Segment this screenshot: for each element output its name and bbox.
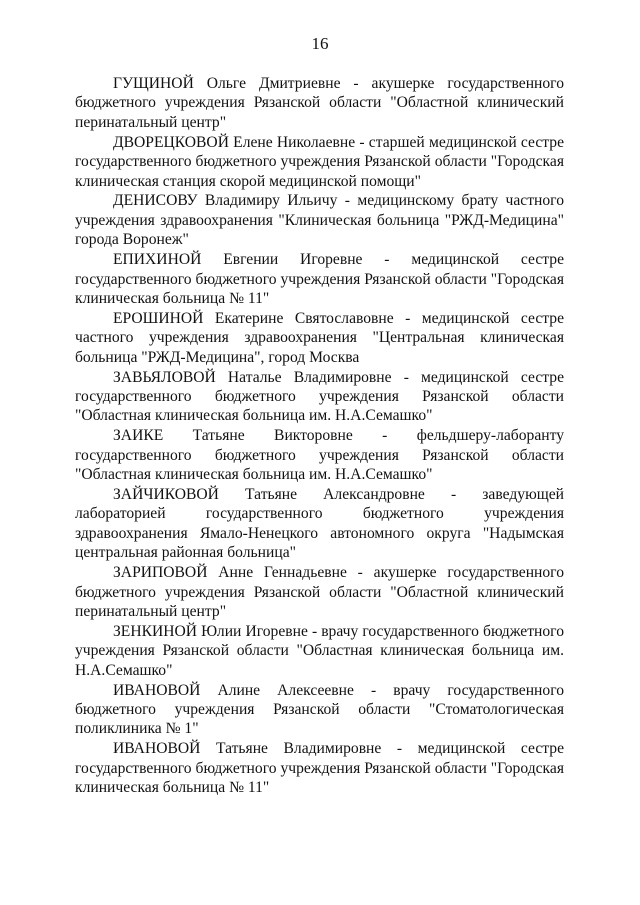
- list-item: ГУЩИНОЙ Ольге Дмитриевне - акушерке государственного бюджетного учреждения Рязанской области "Областной клинический перинатальный центр": [75, 75, 564, 131]
- page-number: 16: [311, 34, 329, 53]
- list-item: ЗАЙЧИКОВОЙ Татьяне Александровне - заведующей лабораторией государственного бюджетного учреждения здравоохранения Ямало-Ненецкого автономного округа "Надымская центральная районная больница": [75, 486, 564, 562]
- list-item: ЕПИХИНОЙ Евгении Игоревне - медицинской сестре государственного бюджетного учреждения Рязанской области "Городская клиническая больница № 11": [75, 251, 564, 307]
- list-item: ДЕНИСОВУ Владимиру Ильичу - медицинскому брату частного учреждения здравоохранения "Клиническая больница "РЖД-Медицина" города Воронеж": [75, 192, 564, 249]
- list-item: ЗАИКЕ Татьяне Викторовне - фельдшеру-лаборанту государственного бюджетного учреждения Рязанской области "Областная клиническая больница им. Н.А.Семашко": [75, 427, 564, 484]
- list-item: ЗАРИПОВОЙ Анне Геннадьевне - акушерке государственного бюджетного учреждения Рязанской области "Областной клинический перинатальный центр": [75, 564, 564, 620]
- list-item: ДВОРЕЦКОВОЙ Елене Николаевне - старшей медицинской сестре государственного бюджетного учреждения Рязанской области "Городская клиническая станция скорой медицинской помощи": [75, 133, 564, 190]
- award-list: [75, 74, 564, 798]
- list-item: ЕРОШИНОЙ Екатерине Святославовне - медицинской сестре частного учреждения здравоохранения "Центральная клиническая больница "РЖД-Медицина", город Москва: [75, 309, 564, 366]
- list-item: ИВАНОВОЙ Татьяне Владимировне - медицинской сестре государственного бюджетного учреждения Рязанской области "Городская клиническая больница № 11": [75, 740, 564, 797]
- list-item: ЗЕНКИНОЙ Юлии Игоревне - врачу государственного бюджетного учреждения Рязанской области "Областная клиническая больница им. Н.А.Семашко": [75, 622, 564, 679]
- list-item: ИВАНОВОЙ Алине Алексеевне - врачу государственного бюджетного учреждения Рязанской области "Стоматологическая поликлиника № 1": [75, 681, 564, 738]
- list-item: ЗАВЬЯЛОВОЙ Наталье Владимировне - медицинской сестре государственного бюджетного учреждения Рязанской области "Областная клиническая больница им. Н.А.Семашко": [75, 368, 564, 425]
